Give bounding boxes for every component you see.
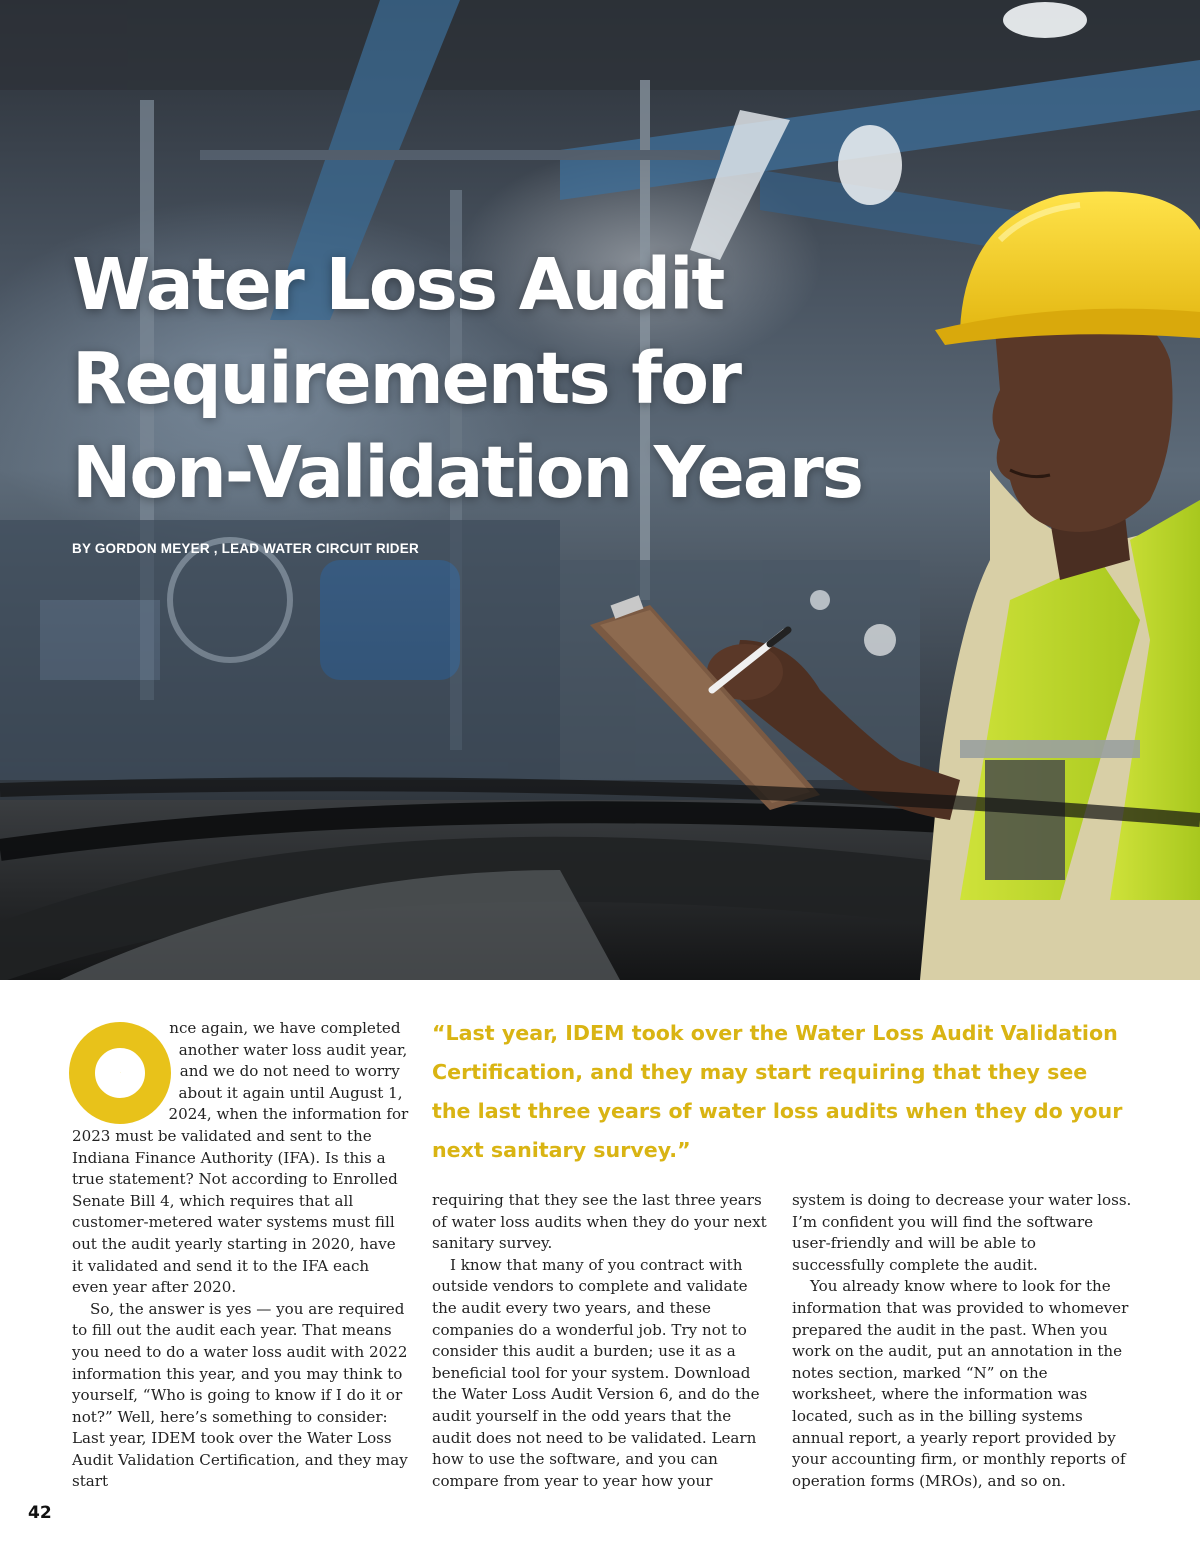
paragraph-1: nce again, we have completed another water loss audit year, and we do not need to worry about it again until August 1, 2024, when the information for 2023 must be validated and sent to the Indiana Finance Authority (IFA). Is this a true statement? Not according to Enrolled Senate Bill 4, which requires that all customer-metered water systems must fill out the audit yearly starting in 2020, have it validated and send it to the IFA each even year after 2020. [72, 1019, 409, 1297]
title-line-2: Requirements for [72, 337, 740, 420]
article-column-1 [72, 1018, 410, 1493]
paragraph-3: requiring that they see the last three years of water loss audits when they do your next sanitary survey. [432, 1191, 767, 1253]
dropcap-letter: O [120, 1073, 121, 1074]
paragraph-5: system is doing to decrease your water loss. I’m confident you will find the software user-friendly and will be able to successfully complete the audit. [792, 1191, 1132, 1274]
title-line-1: Water Loss Audit [72, 243, 724, 326]
pull-quote: “Last year, IDEM took over the Water Loss Audit Validation Certification, and they may start requiring that they see the last three years of water loss audits when they do your next sanitary survey.” [432, 1021, 1123, 1162]
paragraph-6: You already know where to look for the information that was provided to whomever prepared the audit in the past. When you work on the audit, put an annotation in the notes section, marked “N” on the worksheet, where the information was located, such as in the billing systems annual report, a yearly report provided by your accounting firm, or monthly reports of operation forms (MROs), and so on. [792, 1277, 1129, 1490]
page-number: 42 [28, 1503, 52, 1523]
article-column-2 [432, 1190, 770, 1492]
article-column-3 [792, 1190, 1132, 1492]
paragraph-4: I know that many of you contract with outside vendors to complete and validate the audit every two years, and these companies do a wonderful job. Try not to consider this audit a burden; use it as a beneficial tool for your system. Download the Water Loss Audit Version 6, and do the audit yourself in the odd years that the audit does not need to be validated. Learn how to use the software, and you can compare from year to year how your [432, 1255, 760, 1490]
dropcap-o [68, 1021, 172, 1125]
byline: BY GORDON MEYER , LEAD WATER CIRCUIT RIDER [72, 541, 419, 556]
title-line-3: Non-Validation Years [72, 431, 862, 514]
article-title [72, 238, 952, 520]
paragraph-2: So, the answer is yes — you are required to fill out the audit each year. That means you need to do a water loss audit with 2022 information this year, and you may think to yourself, “Who is going to know if I do it or not?” Well, here’s something to consider: Last year, IDEM took over the Water Loss Audit Validation Certification, and they may start [72, 1299, 408, 1491]
